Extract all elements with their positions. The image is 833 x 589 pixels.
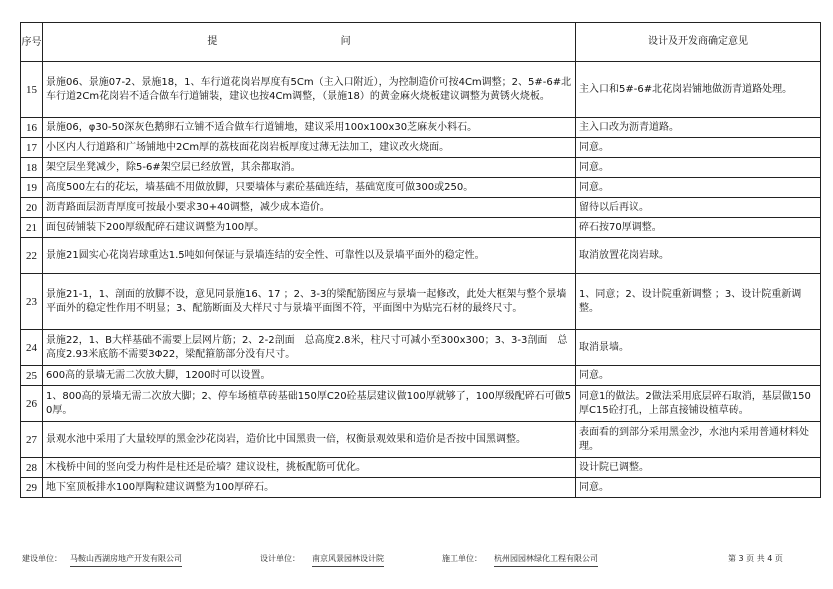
table-row [21,158,821,178]
header-serial-number: 序号 [21,23,43,62]
row-answer: 同意。 [576,158,821,178]
row-answer: 取消景墙。 [576,330,821,366]
header-question [43,23,576,62]
row-number: 26 [21,386,43,422]
table-row [21,218,821,238]
row-answer: 同意1的做法。2做法采用底层碎石取消，基层做150厚C15砼打孔，上部直接铺设植草砖。 [576,386,821,422]
table-row [21,118,821,138]
row-question: 600高的景墙无需二次放大脚，1200时可以设置。 [43,366,576,386]
row-number: 27 [21,422,43,458]
row-answer: 同意。 [576,366,821,386]
row-number: 22 [21,238,43,274]
row-question: 木栈桥中间的竖向受力构件是柱还是砼墙？建议设柱，挑板配筋可优化。 [43,458,576,478]
row-question: 沥青路面层沥青厚度可按最小要求30+40调整，减少成本造价。 [43,198,576,218]
table-row [21,138,821,158]
row-question: 地下室顶板排水100厚陶粒建议调整为100厚碎石。 [43,478,576,498]
table-row [21,62,821,118]
row-question: 景施22，1、B大样基础不需要上层网片筋；2、2-2剖面 总高度2.8米，柱尺寸可减小至300x300；3、3-3剖面 总高度2.93米底筋不需要3Φ22，梁配箍筋部分没有尺寸。 [43,330,576,366]
header-question-text: 提 问 [207,36,411,47]
row-answer: 主入口改为沥青道路。 [576,118,821,138]
table-row [21,238,821,274]
signature-footer [22,552,812,568]
row-question: 小区内人行道路和广场铺地中2Cm厚的荔枝面花岗岩板厚度过薄无法加工，建议改火烧面。 [43,138,576,158]
row-number: 29 [21,478,43,498]
row-question: 面包砖铺装下200厚级配碎石建议调整为100厚。 [43,218,576,238]
table-row [21,274,821,330]
row-question: 景施06、景施07-2、景施18，1、车行道花岗岩厚度有5Cm（主入口附近），为控制造价可按4Cm调整；2、5#-6#北车行道2Cm花岗岩不适合做车行道铺装，建议也按4Cm调整，（景施18）的黄金麻火烧板建议调整为黄锈火烧板。 [43,62,576,118]
row-answer: 同意。 [576,178,821,198]
builder-label: 建设单位： [22,554,62,563]
row-answer: 同意。 [576,478,821,498]
row-number: 19 [21,178,43,198]
designer-label: 设计单位： [260,554,300,563]
table-row [21,478,821,498]
questions-table [20,22,821,498]
row-question: 景施21圆实心花岗岩球重达1.5吨如何保证与景墙连结的安全性、可靠性以及景墙平面外的稳定性。 [43,238,576,274]
contractor-name: 杭州园园林绿化工程有限公司 [494,552,598,567]
row-answer: 主入口和5#-6#北花岗岩铺地做沥青道路处理。 [576,62,821,118]
table-row [21,198,821,218]
builder-name: 马鞍山西湖房地产开发有限公司 [70,552,182,567]
table-row [21,330,821,366]
row-number: 18 [21,158,43,178]
meeting-minutes-sheet [20,22,820,498]
row-number: 24 [21,330,43,366]
row-answer: 表面看的到部分采用黑金沙，水池内采用普通材料处理。 [576,422,821,458]
row-number: 25 [21,366,43,386]
row-question: 架空层坐凳减少，除5-6#架空层已经放置，其余都取消。 [43,158,576,178]
designer-name: 南京风景园林设计院 [312,552,384,567]
row-question: 景施06，φ30-50深灰色鹅卵石立铺不适合做车行道铺地，建议采用100x100x30芝麻灰小料石。 [43,118,576,138]
row-number: 20 [21,198,43,218]
row-answer: 取消放置花岗岩球。 [576,238,821,274]
row-number: 16 [21,118,43,138]
table-row [21,366,821,386]
contractor-label: 施工单位： [442,554,482,563]
page-number: 第 3 页 共 4 页 [728,554,783,563]
row-answer: 留待以后再议。 [576,198,821,218]
row-question: 高度500左右的花坛，墙基础不用做放脚，只要墙体与素砼基础连结，基础宽度可做300或250。 [43,178,576,198]
header-answer: 设计及开发商确定意见 [576,23,821,62]
row-answer: 1、同意；2、设计院重新调整 ；3、设计院重新调整。 [576,274,821,330]
row-answer: 设计院已调整。 [576,458,821,478]
row-number: 21 [21,218,43,238]
row-number: 17 [21,138,43,158]
row-question: 景施21-1，1、剖面的放脚不设，意见同景施16、17 ；2、3-3的梁配筋图应与景墙一起修改，此处大框架与整个景墙平面外的稳定性作用不明显；3、配筋断面及大样尺寸与景墙平面图不符，平面图中为贴完石材的最终尺寸。 [43,274,576,330]
table-row [21,422,821,458]
row-number: 23 [21,274,43,330]
table-row [21,386,821,422]
row-number: 15 [21,62,43,118]
table-header-row [21,23,821,62]
table-row [21,458,821,478]
row-number: 28 [21,458,43,478]
table-row [21,178,821,198]
row-answer: 同意。 [576,138,821,158]
row-question: 1、800高的景墙无需二次放大脚；2、停车场植草砖基础150厚C20砼基层建议做100厚就够了，100厚级配碎石可做50厚。 [43,386,576,422]
row-answer: 碎石按70厚调整。 [576,218,821,238]
row-question: 景观水池中采用了大量较厚的黑金沙花岗岩，造价比中国黑贵一倍，权衡景观效果和造价是否按中国黑调整。 [43,422,576,458]
